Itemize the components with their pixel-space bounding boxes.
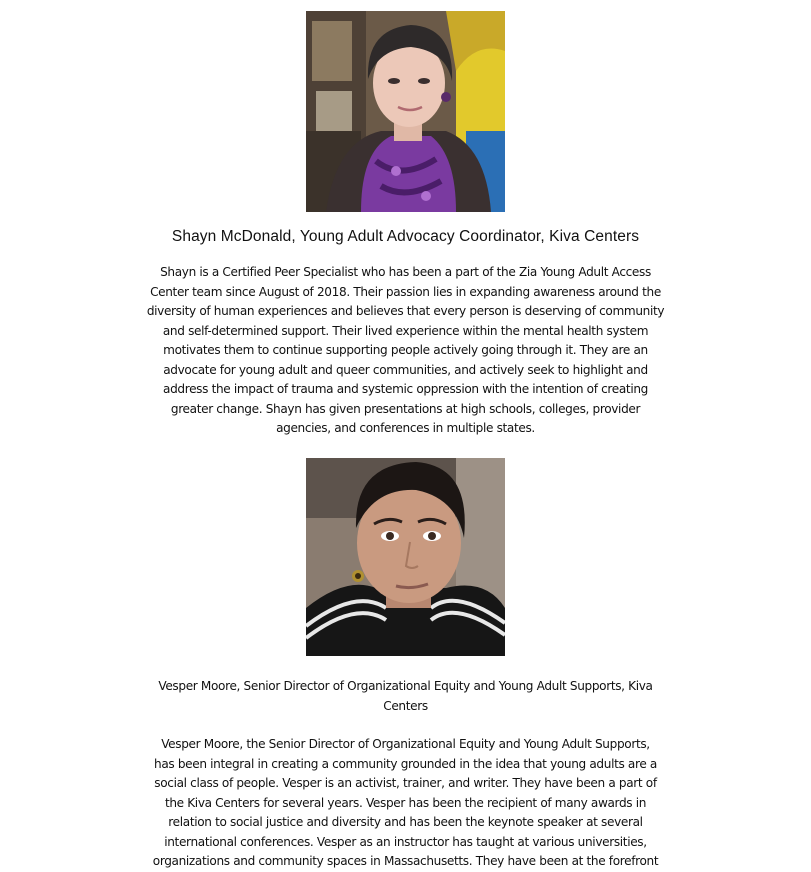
bio-line: social class of people. Vesper is an activist, trainer, and writer. They have been a part of xyxy=(154,776,657,790)
bio-line: advocate for young adult and queer communities, and actively seek to highlight and xyxy=(163,362,648,377)
person1-heading: Shayn McDonald, Young Adult Advocacy Coordinator, Kiva Centers xyxy=(171,228,640,245)
bio-line: organizations and community spaces in Massachusetts. They have been at the forefront xyxy=(152,854,659,868)
vesper-portrait-photo xyxy=(306,458,505,656)
bio-line: Center team since August of 2018. Their passion lies in expanding awareness around the xyxy=(150,284,661,299)
bio-line: Shayn is a Certified Peer Specialist who has been a part of the Zia Young Adult Access xyxy=(160,265,651,279)
heading-line: Vesper Moore, Senior Director of Organizational Equity and Young Adult Supports, Kiva xyxy=(158,679,653,693)
bio-line: diversity of human experiences and believes that every person is deserving of community xyxy=(146,304,665,318)
heading-line: Centers xyxy=(383,699,428,713)
shayn-portrait-photo xyxy=(306,11,505,212)
person2-heading xyxy=(80,676,731,716)
bio-line: Vesper Moore, the Senior Director of Organizational Equity and Young Adult Supports, xyxy=(161,737,650,751)
bio-line: greater change. Shayn has given presentations at high schools, colleges, provider xyxy=(170,401,641,416)
person1-bio xyxy=(100,263,711,439)
bio-line: agencies, and conferences in multiple states. xyxy=(276,421,535,435)
bio-line: and self-determined support. Their lived experience within the mental health system xyxy=(162,323,649,338)
bio-line: address the impact of trauma and systemic oppression with the intention of creating xyxy=(163,382,648,396)
bio-line: international conferences. Vesper as an instructor has taught at various universities, xyxy=(164,834,647,849)
person2-bio xyxy=(100,735,711,872)
bio-line: the Kiva Centers for several years. Vesper has been the recipient of many awards in xyxy=(164,795,647,810)
bio-line: has been integral in creating a community grounded in the idea that young adults are a xyxy=(154,756,657,771)
bio-line: motivates them to continue supporting people actively going through it. They are an xyxy=(163,343,648,357)
bio-line: relation to social justice and diversity and has been the keynote speaker at several xyxy=(168,815,643,829)
